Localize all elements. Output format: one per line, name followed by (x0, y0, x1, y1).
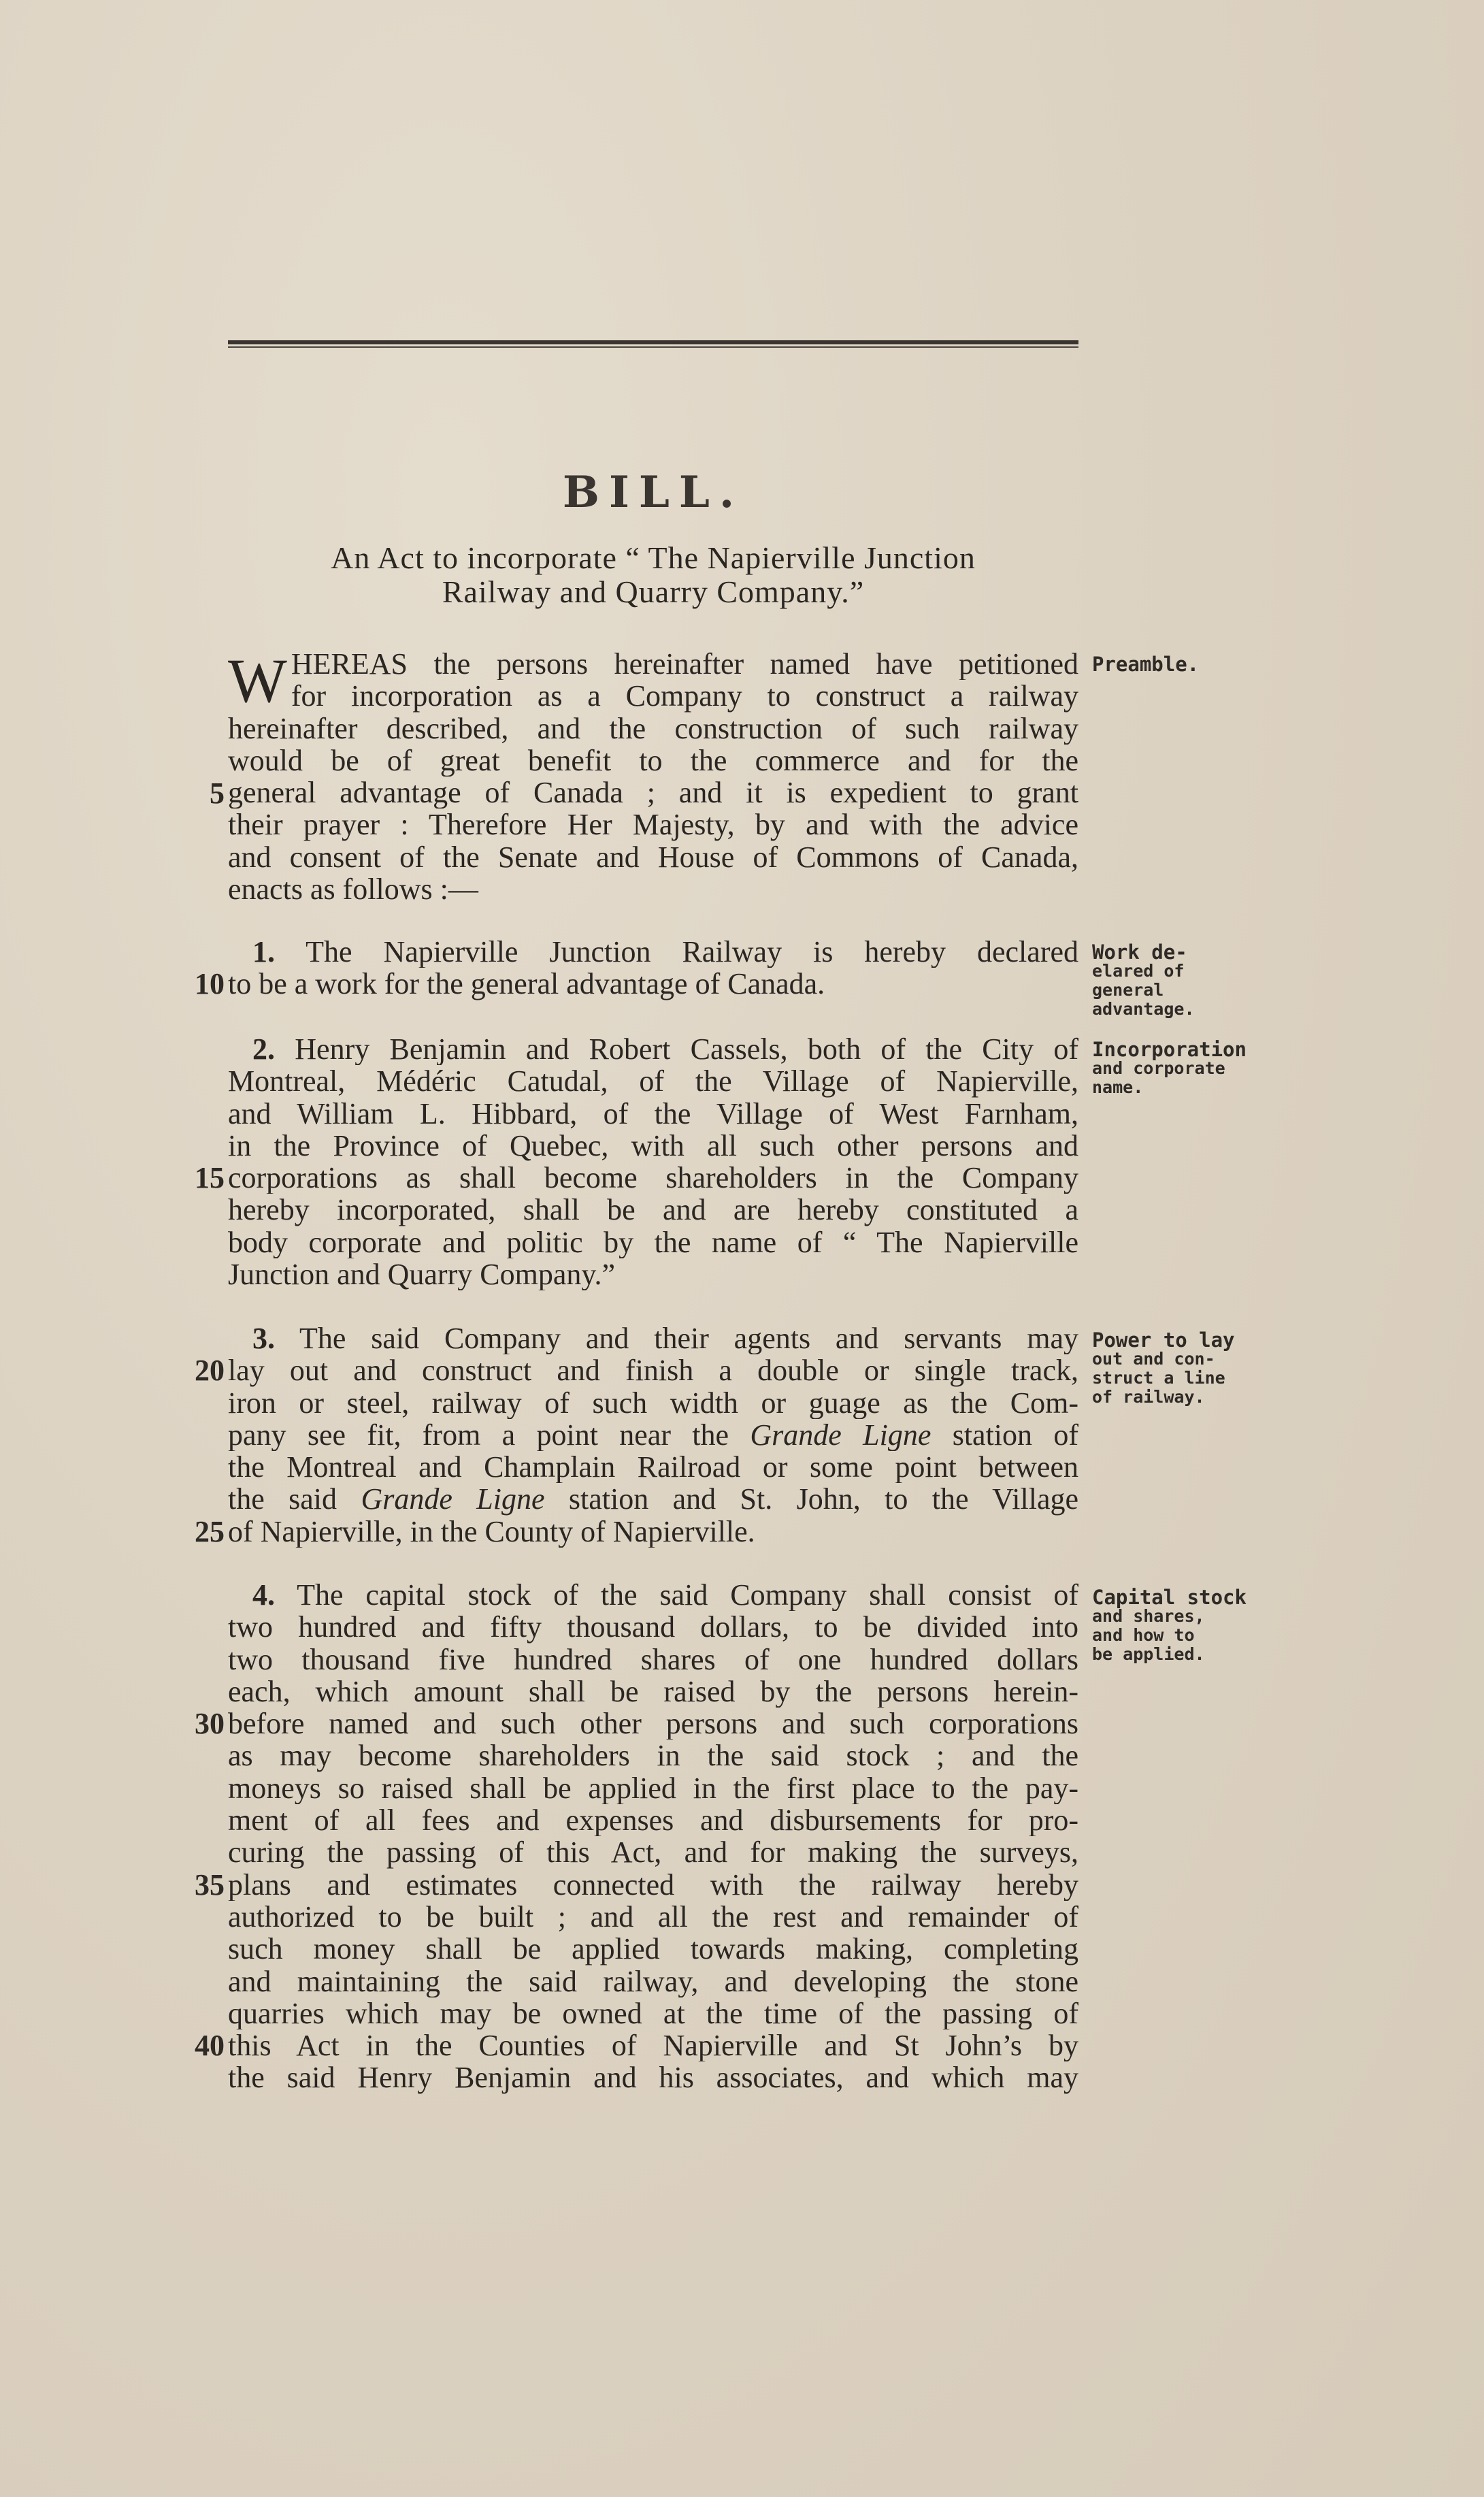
line-number: 5 (210, 777, 225, 810)
section-text: pany see fit, from a point near the (228, 1418, 751, 1452)
section-text: The Napierville Junction Railway is hereby declared (306, 936, 1078, 968)
preamble-line: for incorporation as a Company to construct a railway (291, 680, 1078, 713)
margin-note-section-3 (1092, 1328, 1249, 1407)
top-rule-thin (228, 346, 1078, 348)
section-4-line: as may become shareholders in the said stock ; and the (228, 1740, 1078, 1772)
section-4-line: the said Henry Benjamin and his associates, and which may (228, 2061, 1078, 2094)
margin-note-section-2 (1092, 1040, 1249, 1097)
section-4-line: two hundred and fifty thousand dollars, to be divided into (228, 1611, 1078, 1644)
line-number: 20 (195, 1354, 225, 1387)
section-text: Henry Benjamin and Robert Cassels, both of the City of (295, 1033, 1078, 1066)
margin-note-line: elared of (1092, 961, 1185, 981)
section-4-line: quarries which may be owned at the time of the passing of (228, 1997, 1078, 2030)
section-2-line: and William L. Hibbard, of the Village of West Farnham, (228, 1097, 1078, 1130)
section-text: The said Company and their agents and servants may (299, 1322, 1078, 1355)
section-2-line: Montreal, Médéric Catudal, of the Village of Napierville, (228, 1065, 1078, 1098)
section-1 (228, 936, 1078, 1000)
section-4-line: before named and such other persons and such corporations (228, 1708, 1078, 1740)
section-4-line: ment of all fees and expenses and disbursements for pro- (228, 1804, 1078, 1837)
margin-note-line: struct a line (1092, 1368, 1225, 1388)
margin-note-line: be applied. (1092, 1644, 1205, 1664)
margin-note-line: and shares, (1092, 1606, 1205, 1626)
line-number: 25 (195, 1515, 225, 1548)
section-2-line: in the Province of Quebec, with all such other persons and (228, 1129, 1078, 1162)
section-text: station and St. John, to the Village (544, 1483, 1078, 1516)
section-2 (228, 1033, 1078, 1290)
line-number: 40 (195, 2029, 225, 2062)
act-title (228, 541, 1078, 609)
preamble-line: general advantage of Canada ; and it is expedient to grant (228, 777, 1078, 809)
preamble-line: HEREAS the persons hereinafter named have petitioned (291, 648, 1078, 681)
margin-note-line: Capital stock (1092, 1586, 1247, 1609)
section-4-line: moneys so raised shall be applied in the first place to the pay- (228, 1772, 1078, 1805)
section-2-line: corporations as shall become shareholders in the Company (228, 1162, 1078, 1194)
italic-place-name: Grande Ligne (361, 1483, 545, 1516)
preamble-line: enacts as follows :— (228, 873, 478, 906)
section-4-line: each, which amount shall be raised by the persons herein- (228, 1675, 1078, 1708)
section-number: 4. (252, 1579, 275, 1612)
section-3-line: the Montreal and Champlain Railroad or some point between (228, 1451, 1078, 1484)
top-rule (228, 340, 1078, 348)
margin-note-line: name. (1092, 1077, 1144, 1097)
section-4-line: two thousand five hundred shares of one hundred dollars (228, 1643, 1078, 1676)
section-3-line (228, 1322, 1078, 1354)
section-number: 1. (252, 936, 275, 968)
section-text: The capital stock of the said Company shall consist of (297, 1579, 1078, 1612)
margin-note-line: Power to lay (1092, 1328, 1235, 1352)
margin-note-line: general (1092, 980, 1164, 1000)
section-3-line (228, 1419, 1078, 1451)
section-4-line: and maintaining the said railway, and developing the stone (228, 1965, 1078, 1997)
margin-note-preamble (1092, 655, 1249, 675)
line-number: 30 (195, 1707, 225, 1740)
section-3-line: of Napierville, in the County of Napierville. (228, 1515, 755, 1548)
margin-note-line: out and con- (1092, 1349, 1215, 1369)
section-4-line (228, 1579, 1078, 1611)
act-title-line-1: An Act to incorporate “ The Napierville Junction (331, 540, 976, 575)
section-4-line: authorized to be built ; and all the rest and remainder of (228, 1900, 1078, 1933)
bill-heading: BILL. (562, 467, 744, 518)
section-number: 2. (252, 1033, 275, 1066)
line-number: 35 (195, 1868, 225, 1902)
section-1-line: to be a work for the general advantage of Canada. (228, 968, 825, 1000)
preamble-dropcap: W (228, 646, 287, 715)
act-title-line-2: Railway and Quarry Company.” (442, 574, 865, 609)
section-2-line: Junction and Quarry Company.” (228, 1258, 616, 1291)
margin-note-section-4 (1092, 1588, 1249, 1664)
section-3-line: iron or steel, railway of such width or guage as the Com- (228, 1386, 1078, 1419)
margin-note-line: advantage. (1092, 999, 1195, 1019)
preamble-line: would be of great benefit to the commerce and for the (228, 744, 1078, 777)
margin-note-line: Preamble. (1092, 653, 1200, 676)
section-2-line: hereby incorporated, shall be and are hereby constituted a (228, 1194, 1078, 1226)
section-4 (228, 1579, 1078, 2094)
section-4-line: curing the passing of this Act, and for making the surveys, (228, 1836, 1078, 1869)
section-3-line: lay out and construct and finish a double or single track, (228, 1354, 1078, 1387)
preamble (228, 648, 1078, 905)
section-3 (228, 1322, 1078, 1548)
preamble-line: and consent of the Senate and House of Commons of Canada, (228, 841, 1078, 874)
section-4-line: such money shall be applied towards making, completing (228, 1933, 1078, 1965)
section-1-line (228, 936, 1078, 968)
section-4-line: this Act in the Counties of Napierville and St John’s by (228, 2029, 1078, 2062)
preamble-line: hereinafter described, and the construction of such railway (228, 712, 1078, 745)
margin-note-line: Incorporation (1092, 1038, 1247, 1061)
margin-note-line: and corporate (1092, 1058, 1225, 1078)
section-3-line (228, 1483, 1078, 1515)
section-number: 3. (252, 1322, 275, 1355)
section-4-line: plans and estimates connected with the railway hereby (228, 1868, 1078, 1901)
section-text: station of (931, 1418, 1078, 1452)
preamble-line: their prayer : Therefore Her Majesty, by and with the advice (228, 809, 1078, 841)
top-rule-thick (228, 340, 1078, 344)
section-2-line: body corporate and politic by the name of “ The Napierville (228, 1226, 1078, 1259)
margin-note-line: Work de- (1092, 941, 1187, 964)
line-number: 15 (195, 1161, 225, 1194)
italic-place-name: Grande Ligne (750, 1418, 931, 1452)
margin-note-line: of railway. (1092, 1387, 1205, 1407)
margin-note-section-1 (1092, 943, 1249, 1019)
line-number: 10 (195, 967, 225, 1000)
margin-note-line: and how to (1092, 1625, 1195, 1645)
section-2-line (228, 1033, 1078, 1065)
section-text: the said (228, 1483, 361, 1516)
